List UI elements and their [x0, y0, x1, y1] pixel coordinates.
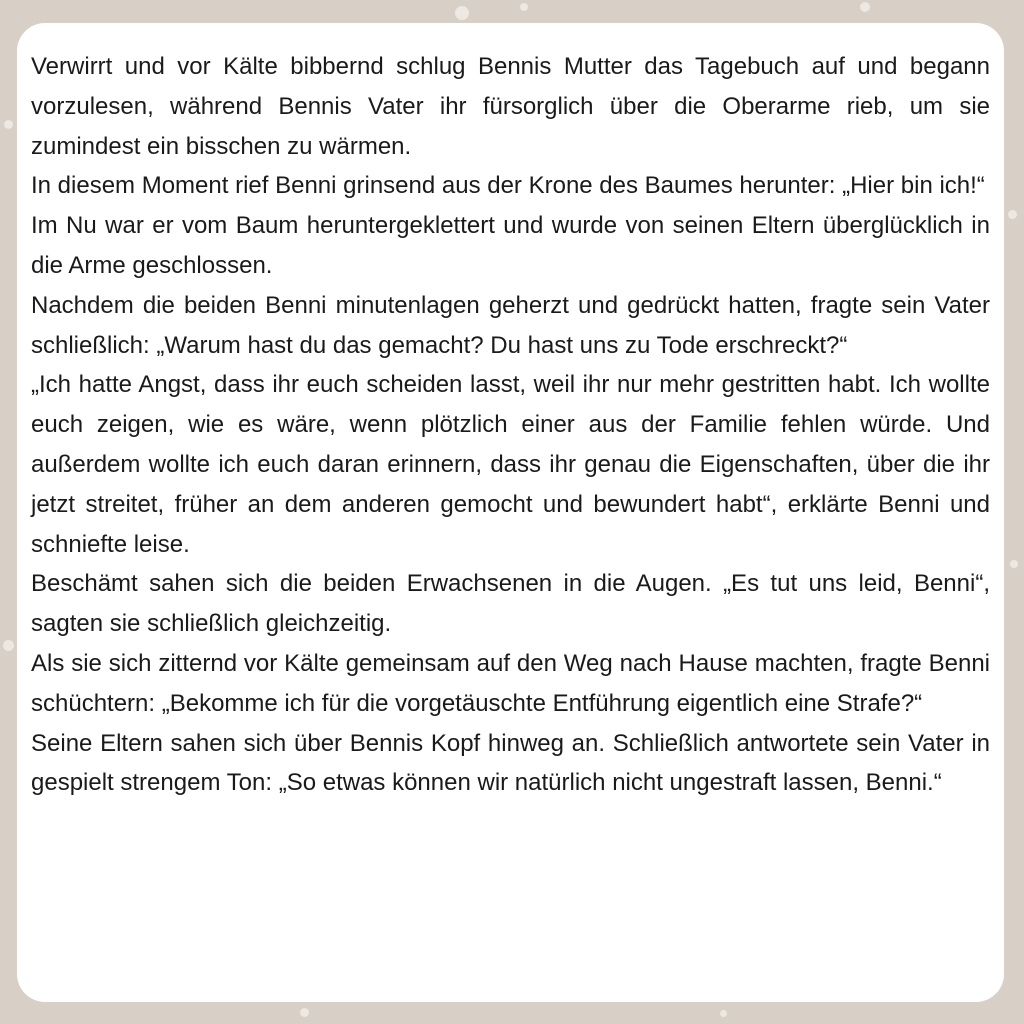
- background-speck: [1010, 560, 1018, 568]
- background-speck: [3, 640, 14, 651]
- background-speck: [520, 3, 528, 11]
- story-paragraph-4: Nachdem die beiden Benni minutenlagen geherzt und gedrückt hatten, fragte sein Vater schließlich: „Warum hast du das gemacht? Du hast uns zu Tode erschreckt?“: [31, 291, 990, 359]
- background-speck: [860, 2, 870, 12]
- story-paragraph-2: In diesem Moment rief Benni grinsend aus der Krone des Baumes herunter: „Hier bin ich!“: [31, 172, 985, 200]
- story-paragraph-8: Seine Eltern sahen sich über Bennis Kopf hinweg an. Schließlich antwortete sein Vater in gespielt strengem Ton: „So etwas können wir natürlich nicht ungestraft lassen, Benni.“: [31, 729, 990, 797]
- story-paragraph-5: „Ich hatte Angst, dass ihr euch scheiden lasst, weil ihr nur mehr gestritten habt. Ich wollte euch zeigen, wie es wäre, wenn plötzlich einer aus der Familie fehlen würde. Und außerdem wollte ich euch daran erinnern, dass ihr genau die Eigenschaften, über die ihr jetzt streitet, früher an dem anderen gemocht und bewundert habt“, erklärte Benni und schniefte leise.: [31, 371, 990, 558]
- background-speck: [720, 1010, 727, 1017]
- background-speck: [1008, 210, 1017, 219]
- story-paragraph-6: Beschämt sahen sich die beiden Erwachsenen in die Augen. „Es tut uns leid, Benni“, sagten sie schließlich gleichzeitig.: [31, 570, 990, 638]
- background-speck: [4, 120, 13, 129]
- story-text: [31, 47, 990, 803]
- background-speck: [455, 6, 469, 20]
- story-paragraph-3: Im Nu war er vom Baum heruntergeklettert und wurde von seinen Eltern überglücklich in die Arme geschlossen.: [31, 212, 990, 279]
- story-paragraph-1: Verwirrt und vor Kälte bibbernd schlug Bennis Mutter das Tagebuch auf und begann vorzulesen, während Bennis Vater ihr fürsorglich über die Oberarme rieb, um sie zumindest ein bisschen zu wärmen.: [31, 53, 990, 160]
- background-speck: [300, 1008, 309, 1017]
- story-card: [17, 23, 1004, 1002]
- story-paragraph-7: Als sie sich zitternd vor Kälte gemeinsam auf den Weg nach Hause machten, fragte Benni schüchtern: „Bekomme ich für die vorgetäuschte Entführung eigentlich eine Strafe?“: [31, 649, 990, 717]
